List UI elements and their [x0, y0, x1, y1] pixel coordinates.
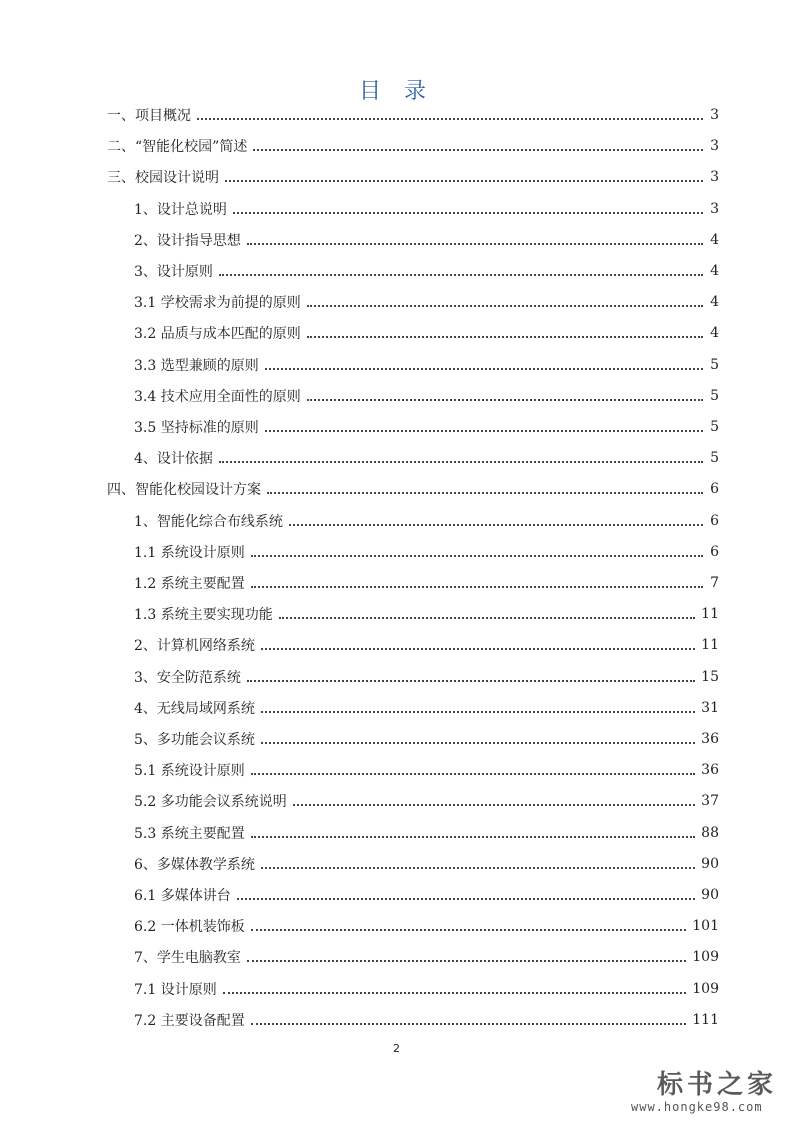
toc-entry-page: 109: [692, 949, 719, 966]
toc-entry-label: 7.2 主要设备配置: [134, 1012, 245, 1029]
toc-entry[interactable]: [107, 163, 719, 191]
toc-entry-label: 2、计算机网络系统: [134, 638, 255, 655]
toc-entry-label: 1.2 系统主要配置: [134, 576, 245, 592]
toc-entry[interactable]: [134, 756, 719, 784]
toc-entry[interactable]: [134, 912, 719, 940]
toc-entry[interactable]: [134, 975, 719, 1003]
toc-entry-label: 一、项目概况: [107, 108, 191, 124]
toc-entry-label: 6.1 多媒体讲台: [134, 888, 231, 904]
toc-entry-label: 3.5 坚持标准的原则: [134, 420, 259, 436]
toc-entry-page: 3: [710, 200, 719, 217]
toc-entry-page: 7: [710, 575, 719, 591]
toc-entry-label: 7、学生电脑教室: [134, 950, 241, 967]
toc-entry[interactable]: [134, 538, 719, 566]
toc-entry[interactable]: [134, 631, 719, 659]
toc-entry-label: 2、设计指导思想: [134, 232, 241, 249]
toc-entry-page: 90: [701, 855, 719, 872]
toc-entry[interactable]: [134, 881, 719, 909]
toc-entry-label: 二、“智能化校园”简述: [107, 139, 248, 156]
dot-leader: [247, 960, 686, 962]
dot-leader: [219, 461, 703, 463]
toc-entry[interactable]: [134, 694, 719, 722]
toc-entry-label: 3、安全防范系统: [134, 669, 241, 686]
toc-entry-page: 36: [701, 731, 719, 747]
dot-leader: [293, 804, 695, 806]
toc-entry-page: 3: [710, 169, 719, 186]
toc-entry-page: 3: [710, 107, 719, 123]
toc-entry-page: 4: [710, 325, 719, 342]
toc-entry-label: 4、设计依据: [134, 451, 213, 468]
dot-leader: [251, 555, 703, 557]
dot-leader: [223, 992, 687, 994]
toc-entry-page: 90: [701, 887, 719, 903]
toc-entry-label: 1.1 系统设计原则: [134, 544, 245, 561]
toc-entry[interactable]: [134, 351, 719, 379]
watermark-url: www.hongke98.com: [631, 1100, 763, 1114]
toc-entry[interactable]: [134, 444, 719, 472]
toc-entry-page: 5: [710, 450, 719, 467]
toc-entry-label: 3.3 选型兼顾的原则: [134, 357, 259, 374]
toc-entry-page: 15: [701, 668, 719, 685]
dot-leader: [225, 180, 703, 182]
dot-leader: [265, 430, 703, 432]
dot-leader: [219, 274, 703, 276]
toc-entry[interactable]: [134, 663, 719, 691]
toc-entry-label: 7.1 设计原则: [134, 981, 217, 998]
toc-entry-page: 6: [710, 481, 719, 498]
toc-entry-page: 111: [692, 1011, 719, 1028]
toc-entry[interactable]: [107, 132, 719, 160]
toc-entry-label: 5.3 系统主要配置: [134, 825, 245, 842]
dot-leader: [251, 773, 695, 775]
toc-entry[interactable]: [107, 475, 719, 503]
dot-leader: [261, 648, 695, 650]
dot-leader: [307, 305, 703, 307]
toc-entry[interactable]: [134, 850, 719, 878]
toc-entry-page: 109: [692, 980, 719, 997]
toc-entry-page: 11: [701, 637, 719, 654]
toc-entry-page: 36: [701, 762, 719, 779]
toc-entry-page: 88: [701, 824, 719, 841]
toc-entry-page: 5: [710, 356, 719, 373]
toc-entry-label: 6.2 一体机装饰板: [134, 919, 245, 936]
toc-entry[interactable]: [107, 101, 719, 129]
toc-entry-label: 5、多功能会议系统: [134, 732, 255, 748]
dot-leader: [251, 1023, 687, 1025]
toc-entry-label: 三、校园设计说明: [107, 170, 219, 187]
toc-entry-page: 5: [710, 387, 719, 404]
toc-entry[interactable]: [134, 569, 719, 597]
dot-leader: [289, 524, 703, 526]
toc-entry-label: 5.2 多功能会议系统说明: [134, 794, 287, 811]
toc-entry[interactable]: [134, 382, 719, 410]
page-title: 目 录: [359, 79, 434, 104]
toc-entry-page: 6: [710, 512, 719, 529]
toc-entry-page: 4: [710, 294, 719, 311]
toc-entry[interactable]: [134, 600, 719, 628]
toc-entry-label: 6、多媒体教学系统: [134, 856, 255, 873]
toc-entry-page: 6: [710, 543, 719, 560]
toc-entry-page: 37: [701, 793, 719, 810]
toc-entry-page: 5: [710, 419, 719, 435]
toc-entry-page: 31: [701, 699, 719, 716]
dot-leader: [279, 617, 695, 619]
toc-entry[interactable]: [134, 787, 719, 815]
toc-entry-label: 1、智能化综合布线系统: [134, 513, 283, 530]
dot-leader: [267, 492, 703, 494]
toc-entry[interactable]: [134, 288, 719, 316]
toc-entry[interactable]: [134, 257, 719, 285]
dot-leader: [247, 243, 703, 245]
toc-entry-page: 101: [692, 918, 719, 935]
dot-leader: [251, 929, 687, 931]
dot-leader: [307, 399, 703, 401]
toc-entry[interactable]: [134, 413, 719, 441]
dot-leader: [251, 586, 703, 588]
toc-entry-label: 3.1 学校需求为前提的原则: [134, 295, 301, 312]
toc-entry[interactable]: [134, 725, 719, 753]
toc-entry-label: 3.4 技术应用全面性的原则: [134, 388, 301, 405]
toc-entry[interactable]: [134, 943, 719, 971]
watermark-logo: 标书之家: [657, 1070, 778, 1100]
dot-leader: [261, 711, 695, 713]
toc-entry-page: 3: [710, 138, 719, 155]
toc-entry-page: 4: [710, 263, 719, 279]
toc-entry-label: 5.1 系统设计原则: [134, 763, 245, 780]
dot-leader: [197, 118, 703, 120]
dot-leader: [251, 836, 695, 838]
toc-entry[interactable]: [134, 1006, 719, 1034]
toc-entry[interactable]: [134, 507, 719, 535]
toc-entry-label: 3.2 品质与成本匹配的原则: [134, 326, 301, 343]
page-number: 2: [393, 1042, 400, 1055]
toc-entry[interactable]: [134, 195, 719, 223]
toc-entry[interactable]: [134, 819, 719, 847]
dot-leader: [247, 680, 695, 682]
toc-entry-page: 4: [710, 231, 719, 248]
toc-entry-label: 1、设计总说明: [134, 201, 227, 218]
dot-leader: [253, 149, 703, 151]
toc-entry[interactable]: [134, 319, 719, 347]
toc-entry-label: 四、智能化校园设计方案: [107, 482, 261, 499]
dot-leader: [233, 212, 703, 214]
toc-entry-label: 3、设计原则: [134, 264, 213, 280]
dot-leader: [261, 867, 695, 869]
toc-entry-page: 11: [701, 606, 719, 623]
toc-entry[interactable]: [134, 226, 719, 254]
dot-leader: [307, 336, 703, 338]
dot-leader: [237, 898, 695, 900]
dot-leader: [261, 742, 695, 744]
dot-leader: [265, 368, 703, 370]
toc-entry-label: 4、无线局域网系统: [134, 700, 255, 717]
toc-entry-label: 1.3 系统主要实现功能: [134, 607, 273, 624]
